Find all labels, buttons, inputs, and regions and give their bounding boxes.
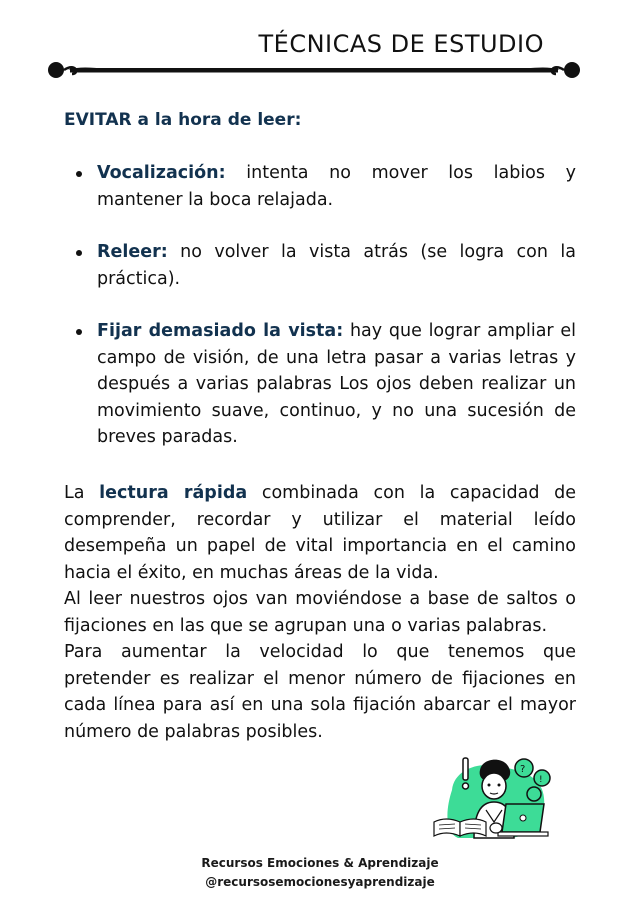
body-text bbox=[64, 480, 576, 745]
avoid-list bbox=[64, 160, 576, 477]
svg-text:!: ! bbox=[539, 775, 543, 785]
list-item-vocalizacion bbox=[64, 160, 576, 213]
bullet-term: Fijar demasiado la vista: bbox=[97, 321, 344, 341]
bullet-dot-icon bbox=[76, 329, 82, 335]
footer-handle: @recursosemocionesyaprendizaje bbox=[205, 875, 435, 889]
svg-text:?: ? bbox=[520, 764, 526, 775]
list-item-releer bbox=[64, 239, 576, 292]
bullet-term: Releer: bbox=[97, 242, 168, 262]
bullet-dot-icon bbox=[76, 250, 82, 256]
paragraph-velocidad: Para aumentar la velocidad lo que tenemos que pretender es realizar el menor número de fijaciones en cada línea para así en una sola fijación abarcar el mayor número de palabras posibles. bbox=[64, 642, 576, 742]
paragraph-text: La bbox=[64, 483, 100, 503]
bullet-text: no volver la vista atrás (se logra con la práctica). bbox=[97, 242, 576, 289]
paragraph-text: combinada con la capacidad de comprender, recordar y utilizar el material leído desempeña un papel de vital importancia en el camino hacia el éxito, en muchas áreas de la vida. bbox=[64, 483, 576, 583]
ornamental-divider bbox=[46, 58, 582, 84]
bullet-dot-icon bbox=[76, 171, 82, 177]
list-item-fijar-vista bbox=[64, 318, 576, 451]
footer-brand: Recursos Emociones & Aprendizaje bbox=[201, 856, 439, 870]
bullet-text: hay que lograr ampliar el campo de visión, de una letra pasar a varias letras y después a varias palabras Los ojos deben realizar un movimiento suave, continuo, y no una sucesión de breves paradas. bbox=[97, 321, 576, 447]
page-title: TÉCNICAS DE ESTUDIO bbox=[258, 30, 544, 58]
section-heading: EVITAR a la hora de leer: bbox=[64, 110, 302, 130]
bullet-text: intenta no mover los labios y mantener la boca relajada. bbox=[97, 163, 576, 210]
paragraph-fijaciones: Al leer nuestros ojos van moviéndose a base de saltos o fijaciones en las que se agrupan una o varias palabras. bbox=[64, 589, 576, 636]
student-reading-laptop-icon bbox=[430, 752, 558, 840]
bullet-term: Vocalización: bbox=[97, 163, 226, 183]
paragraph-lectura-rapida bbox=[64, 480, 576, 586]
highlight-term: lectura rápida bbox=[99, 483, 248, 503]
